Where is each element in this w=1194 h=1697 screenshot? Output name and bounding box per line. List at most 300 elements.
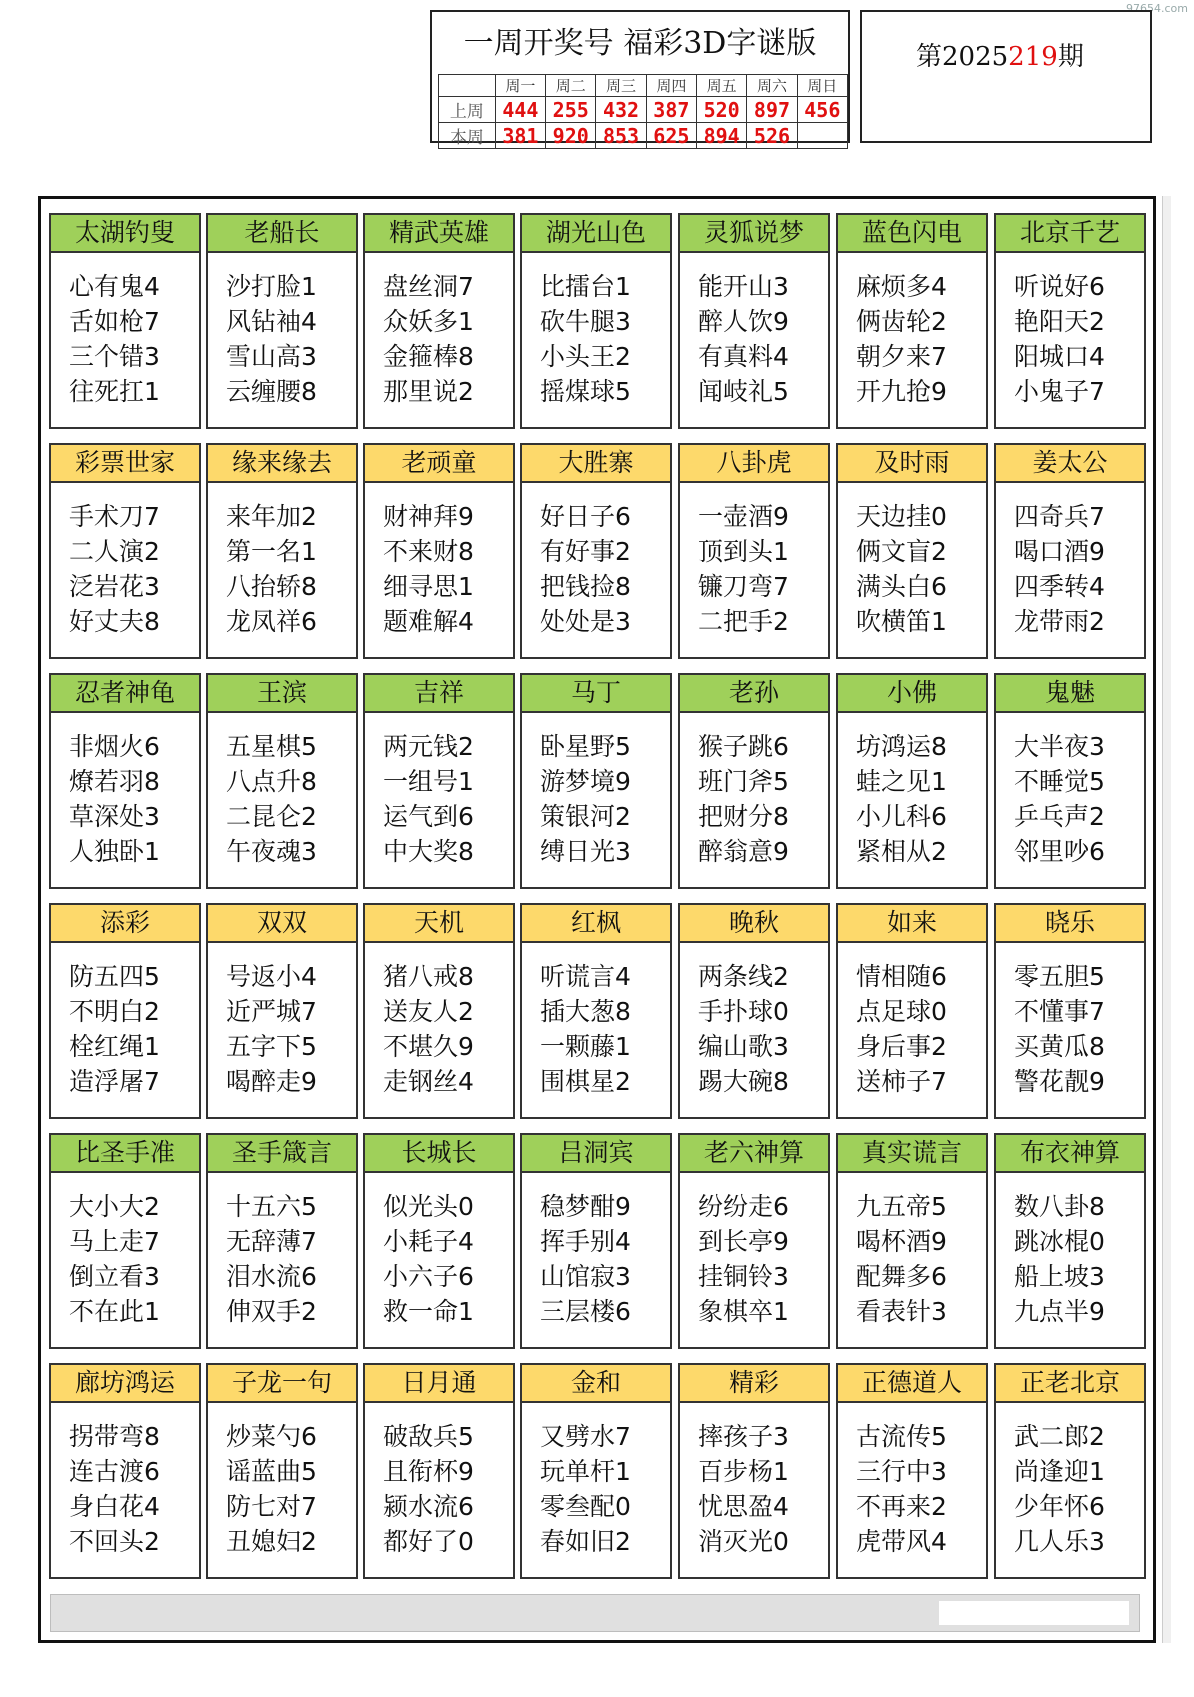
- riddle-line: 顶到头1: [698, 537, 789, 566]
- cell-title: 日月通: [363, 1363, 515, 1403]
- cell-title: 真实谎言: [836, 1133, 988, 1173]
- riddle-line: 吹横笛1: [856, 607, 947, 636]
- riddle-line: 卧星野5: [540, 732, 631, 761]
- cell-body: [678, 1173, 830, 1349]
- cell-body: [994, 483, 1146, 659]
- cell-body: [836, 713, 988, 889]
- riddle-line: 策银河2: [540, 802, 631, 831]
- riddle-cell: [363, 903, 515, 1119]
- riddle-cell: [363, 213, 515, 429]
- cell-title: 子龙一句: [206, 1363, 358, 1403]
- riddle-line: 九五帝5: [856, 1192, 947, 1221]
- draw-number: 625: [646, 123, 696, 149]
- riddle-line: 一颗藤1: [540, 1032, 631, 1061]
- cell-title: 老顽童: [363, 443, 515, 483]
- riddle-cell: [520, 443, 672, 659]
- riddle-cell: [994, 213, 1146, 429]
- cell-title: 及时雨: [836, 443, 988, 483]
- riddle-cell: [678, 903, 830, 1119]
- riddle-line: 五星棋5: [226, 732, 317, 761]
- riddle-line: 两条线2: [698, 962, 789, 991]
- riddle-line: 沙打脸1: [226, 272, 317, 301]
- cell-title: 缘来缘去: [206, 443, 358, 483]
- riddle-line: 三行中3: [856, 1457, 947, 1486]
- riddle-cell: [363, 673, 515, 889]
- cell-title: 吕洞宾: [520, 1133, 672, 1173]
- day-header: 周三: [596, 75, 646, 97]
- riddle-line: 踢大碗8: [698, 1067, 789, 1096]
- riddle-cell: [520, 903, 672, 1119]
- watermark: 97654.com: [1126, 2, 1188, 15]
- riddle-line: 插大葱8: [540, 997, 631, 1026]
- cell-body: [206, 1403, 358, 1579]
- cell-title: 灵狐说梦: [678, 213, 830, 253]
- riddle-line: 走钢丝4: [383, 1067, 474, 1096]
- riddle-line: 八点升8: [226, 767, 317, 796]
- riddle-line: 人独卧1: [69, 837, 160, 866]
- this-week-label: 本周: [439, 123, 496, 149]
- period-label: [916, 36, 1084, 73]
- day-header: 周日: [797, 75, 847, 97]
- cell-title: 精武英雄: [363, 213, 515, 253]
- riddle-line: 纷纷走6: [698, 1192, 789, 1221]
- riddle-line: 零叁配0: [540, 1492, 631, 1521]
- riddle-line: 二人演2: [69, 537, 160, 566]
- day-header: 周五: [697, 75, 747, 97]
- riddle-line: 颍水流6: [383, 1492, 474, 1521]
- riddle-cell: [678, 1363, 830, 1579]
- draw-number: 897: [747, 97, 797, 123]
- riddle-line: 小鬼子7: [1014, 377, 1105, 406]
- cell-title: 湖光山色: [520, 213, 672, 253]
- cell-title: 北京千艺: [994, 213, 1146, 253]
- riddle-line: 往死扛1: [69, 377, 160, 406]
- riddle-line: 小耗子4: [383, 1227, 474, 1256]
- riddle-line: 好日子6: [540, 502, 631, 531]
- riddle-cell: [836, 443, 988, 659]
- riddle-line: 来年加2: [226, 502, 317, 531]
- riddle-cell: [994, 903, 1146, 1119]
- draw-number: 520: [697, 97, 747, 123]
- riddle-cell: [836, 1133, 988, 1349]
- cell-title: 添彩: [49, 903, 201, 943]
- riddle-line: 尚逢迎1: [1014, 1457, 1105, 1486]
- riddle-line: 龙凤祥6: [226, 607, 317, 636]
- riddle-line: 且衔杯9: [383, 1457, 474, 1486]
- cell-title: 蓝色闪电: [836, 213, 988, 253]
- riddle-line: 镰刀弯7: [698, 572, 789, 601]
- riddle-cell: [49, 1363, 201, 1579]
- riddle-line: 众妖多1: [383, 307, 474, 336]
- cell-body: [363, 943, 515, 1119]
- riddle-line: 古流传5: [856, 1422, 947, 1451]
- cell-body: [363, 713, 515, 889]
- riddle-line: 编山歌3: [698, 1032, 789, 1061]
- riddle-cell: [678, 443, 830, 659]
- riddle-line: 猪八戒8: [383, 962, 474, 991]
- riddle-cell: [678, 1133, 830, 1349]
- riddle-line: 似光头0: [383, 1192, 474, 1221]
- riddle-cell: [49, 673, 201, 889]
- cell-title: 精彩: [678, 1363, 830, 1403]
- riddle-line: 能开山3: [698, 272, 789, 301]
- cell-title: 廊坊鸿运: [49, 1363, 201, 1403]
- riddle-line: 炒菜勺6: [226, 1422, 317, 1451]
- riddle-cell: [206, 1133, 358, 1349]
- riddle-line: 都好了0: [383, 1527, 474, 1556]
- riddle-line: 无辞薄7: [226, 1227, 317, 1256]
- riddle-line: 九点半9: [1014, 1297, 1105, 1326]
- riddle-line: 雪山高3: [226, 342, 317, 371]
- riddle-cell: [520, 673, 672, 889]
- riddle-line: 不懂事7: [1014, 997, 1105, 1026]
- riddle-line: 摔孩子3: [698, 1422, 789, 1451]
- riddle-cell: [678, 673, 830, 889]
- riddle-line: 四季转4: [1014, 572, 1105, 601]
- riddle-line: 题难解4: [383, 607, 474, 636]
- riddle-line: 龙带雨2: [1014, 607, 1105, 636]
- day-header: 周一: [495, 75, 545, 97]
- riddle-line: 喝醉走9: [226, 1067, 317, 1096]
- cell-body: [363, 483, 515, 659]
- cell-body: [994, 943, 1146, 1119]
- riddle-line: 细寻思1: [383, 572, 474, 601]
- riddle-line: 情相随6: [856, 962, 947, 991]
- riddle-line: 栓红绳1: [69, 1032, 160, 1061]
- riddle-line: 救一命1: [383, 1297, 474, 1326]
- cell-title: 圣手箴言: [206, 1133, 358, 1173]
- riddle-line: 马上走7: [69, 1227, 160, 1256]
- riddle-line: 开九抢9: [856, 377, 947, 406]
- cell-body: [49, 713, 201, 889]
- riddle-line: 一壶酒9: [698, 502, 789, 531]
- riddle-line: 把财分8: [698, 802, 789, 831]
- cell-body: [836, 1173, 988, 1349]
- riddle-line: 一组号1: [383, 767, 474, 796]
- riddle-line: 麻烦多4: [856, 272, 947, 301]
- riddle-line: 醉翁意9: [698, 837, 789, 866]
- scrollbar-track: [1162, 196, 1171, 1643]
- riddle-cell: [520, 1133, 672, 1349]
- riddle-line: 邻里吵6: [1014, 837, 1105, 866]
- riddle-line: 财神拜9: [383, 502, 474, 531]
- riddle-line: 好丈夫8: [69, 607, 160, 636]
- riddle-line: 艳阳天2: [1014, 307, 1105, 336]
- cell-body: [206, 713, 358, 889]
- riddle-line: 云缠腰8: [226, 377, 317, 406]
- riddle-line: 三层楼6: [540, 1297, 631, 1326]
- cell-body: [520, 943, 672, 1119]
- riddle-line: 朝夕来7: [856, 342, 947, 371]
- riddle-cell: [363, 443, 515, 659]
- cell-body: [49, 1403, 201, 1579]
- riddle-line: 百步杨1: [698, 1457, 789, 1486]
- riddle-line: 零五胆5: [1014, 962, 1105, 991]
- riddle-line: 舌如枪7: [69, 307, 160, 336]
- riddle-line: 倒立看3: [69, 1262, 160, 1291]
- riddle-line: 盘丝洞7: [383, 272, 474, 301]
- riddle-line: 四奇兵7: [1014, 502, 1105, 531]
- riddle-line: 金箍棒8: [383, 342, 474, 371]
- riddle-line: 不在此1: [69, 1297, 160, 1326]
- riddle-line: 挥手别4: [540, 1227, 631, 1256]
- riddle-line: 二把手2: [698, 607, 789, 636]
- riddle-line: 醉人饮9: [698, 307, 789, 336]
- draw-number: 387: [646, 97, 696, 123]
- riddle-line: 手术刀7: [69, 502, 160, 531]
- riddle-cell: [994, 1133, 1146, 1349]
- riddle-line: 有真料4: [698, 342, 789, 371]
- riddle-cell: [520, 213, 672, 429]
- cell-title: 吉祥: [363, 673, 515, 713]
- riddle-cell: [994, 443, 1146, 659]
- riddle-line: 跳冰棍0: [1014, 1227, 1105, 1256]
- riddle-cell: [49, 213, 201, 429]
- riddle-line: 草深处3: [69, 802, 160, 831]
- period-prefix: 第2025: [916, 42, 1009, 72]
- cell-body: [678, 1403, 830, 1579]
- cell-body: [836, 253, 988, 429]
- riddle-line: 送友人2: [383, 997, 474, 1026]
- weekly-draw-header: [430, 10, 850, 148]
- riddle-line: 又劈水7: [540, 1422, 631, 1451]
- riddle-line: 看表针3: [856, 1297, 947, 1326]
- riddle-line: 猴子跳6: [698, 732, 789, 761]
- cell-body: [678, 713, 830, 889]
- riddle-line: 二昆仑2: [226, 802, 317, 831]
- riddle-line: 天边挂0: [856, 502, 947, 531]
- cell-body: [520, 483, 672, 659]
- riddle-cell: [836, 213, 988, 429]
- riddle-line: 送柿子7: [856, 1067, 947, 1096]
- draw-number: 894: [697, 123, 747, 149]
- riddle-cell: [206, 673, 358, 889]
- riddle-cell: [363, 1363, 515, 1579]
- draw-number: 444: [495, 97, 545, 123]
- cell-body: [520, 1173, 672, 1349]
- riddle-line: 不回头2: [69, 1527, 160, 1556]
- riddle-cell: [49, 1133, 201, 1349]
- cell-title: 小佛: [836, 673, 988, 713]
- riddle-line: 阳城口4: [1014, 342, 1105, 371]
- riddle-line: 不堪久9: [383, 1032, 474, 1061]
- riddle-line: 坊鸿运8: [856, 732, 947, 761]
- riddle-line: 警花靓9: [1014, 1067, 1105, 1096]
- riddle-line: 防七对7: [226, 1492, 317, 1521]
- riddle-line: 造浮屠7: [69, 1067, 160, 1096]
- cell-body: [520, 1403, 672, 1579]
- riddle-cell: [206, 1363, 358, 1579]
- riddle-line: 班门斧5: [698, 767, 789, 796]
- cell-body: [678, 483, 830, 659]
- riddle-line: 身后事2: [856, 1032, 947, 1061]
- period-number: 219: [1008, 42, 1058, 72]
- draw-number: 456: [797, 97, 847, 123]
- last-week-row: [439, 97, 848, 123]
- riddle-line: 号返小4: [226, 962, 317, 991]
- cell-title: 比圣手准: [49, 1133, 201, 1173]
- bottom-strip: [50, 1594, 1140, 1632]
- riddle-line: 不再来2: [856, 1492, 947, 1521]
- cell-body: [49, 253, 201, 429]
- bottom-strip-blank: [939, 1601, 1129, 1625]
- cell-title: 彩票世家: [49, 443, 201, 483]
- draw-number: [797, 123, 847, 149]
- cell-body: [49, 943, 201, 1119]
- riddle-line: 配舞多6: [856, 1262, 947, 1291]
- cell-body: [994, 713, 1146, 889]
- riddle-line: 燎若羽8: [69, 767, 160, 796]
- cell-title: 马丁: [520, 673, 672, 713]
- riddle-line: 象棋卒1: [698, 1297, 789, 1326]
- corner-cell: [439, 75, 496, 97]
- riddle-cell: [49, 903, 201, 1119]
- cell-body: [363, 1173, 515, 1349]
- draw-number: 381: [495, 123, 545, 149]
- riddle-line: 大小大2: [69, 1192, 160, 1221]
- riddle-cell: [520, 1363, 672, 1579]
- draw-number: 526: [747, 123, 797, 149]
- riddle-line: 稳梦酣9: [540, 1192, 631, 1221]
- cell-body: [994, 1403, 1146, 1579]
- cell-title: 老孙: [678, 673, 830, 713]
- riddle-cell: [363, 1133, 515, 1349]
- riddle-line: 破敌兵5: [383, 1422, 474, 1451]
- riddle-line: 玩单杆1: [540, 1457, 631, 1486]
- cell-title: 红枫: [520, 903, 672, 943]
- riddle-line: 数八卦8: [1014, 1192, 1105, 1221]
- cell-body: [836, 483, 988, 659]
- riddle-line: 小六子6: [383, 1262, 474, 1291]
- cell-body: [994, 253, 1146, 429]
- cell-body: [363, 253, 515, 429]
- period-suffix: 期: [1057, 42, 1084, 72]
- riddle-line: 三个错3: [69, 342, 160, 371]
- riddle-line: 船上坡3: [1014, 1262, 1105, 1291]
- riddle-line: 午夜魂3: [226, 837, 317, 866]
- riddle-line: 听谎言4: [540, 962, 631, 991]
- draw-number: 853: [596, 123, 646, 149]
- riddle-line: 紧相从2: [856, 837, 947, 866]
- cell-title: 大胜寨: [520, 443, 672, 483]
- riddle-line: 运气到6: [383, 802, 474, 831]
- riddle-line: 手扑球0: [698, 997, 789, 1026]
- cell-title: 正老北京: [994, 1363, 1146, 1403]
- cell-title: 金和: [520, 1363, 672, 1403]
- riddle-cell: [206, 443, 358, 659]
- days-row: [439, 75, 848, 97]
- riddle-line: 两元钱2: [383, 732, 474, 761]
- riddle-line: 俩文盲2: [856, 537, 947, 566]
- riddle-cell: [836, 1363, 988, 1579]
- riddle-line: 到长亭9: [698, 1227, 789, 1256]
- riddle-line: 俩齿轮2: [856, 307, 947, 336]
- riddle-cell: [49, 443, 201, 659]
- cell-title: 太湖钓叟: [49, 213, 201, 253]
- cell-body: [206, 943, 358, 1119]
- riddle-line: 防五四5: [69, 962, 160, 991]
- riddle-line: 喝杯酒9: [856, 1227, 947, 1256]
- riddle-line: 少年怀6: [1014, 1492, 1105, 1521]
- riddle-cell: [678, 213, 830, 429]
- riddle-line: 虎带风4: [856, 1527, 947, 1556]
- riddle-line: 风钻袖4: [226, 307, 317, 336]
- cell-title: 鬼魅: [994, 673, 1146, 713]
- cell-title: 正德道人: [836, 1363, 988, 1403]
- cell-title: 老六神算: [678, 1133, 830, 1173]
- riddle-cell: [206, 903, 358, 1119]
- riddle-line: 砍牛腿3: [540, 307, 631, 336]
- riddle-cell: [836, 903, 988, 1119]
- riddle-line: 春如旧2: [540, 1527, 631, 1556]
- cell-body: [994, 1173, 1146, 1349]
- day-header: 周四: [646, 75, 696, 97]
- riddle-line: 泛岩花3: [69, 572, 160, 601]
- riddle-line: 不睡觉5: [1014, 767, 1105, 796]
- riddle-line: 忧思盈4: [698, 1492, 789, 1521]
- cell-body: [49, 483, 201, 659]
- riddle-line: 连古渡6: [69, 1457, 160, 1486]
- cell-body: [49, 1173, 201, 1349]
- riddle-line: 满头白6: [856, 572, 947, 601]
- cell-title: 王滨: [206, 673, 358, 713]
- riddle-line: 非烟火6: [69, 732, 160, 761]
- riddle-line: 听说好6: [1014, 272, 1105, 301]
- riddle-line: 谣蓝曲5: [226, 1457, 317, 1486]
- cell-body: [678, 943, 830, 1119]
- riddle-line: 游梦境9: [540, 767, 631, 796]
- page-title: 一周开奖号 福彩3D字谜版: [463, 26, 817, 61]
- day-header: 周六: [747, 75, 797, 97]
- riddle-line: 喝口酒9: [1014, 537, 1105, 566]
- cell-title: 布衣神算: [994, 1133, 1146, 1173]
- cell-title: 晓乐: [994, 903, 1146, 943]
- riddle-line: 山馆寂3: [540, 1262, 631, 1291]
- riddle-line: 闻岐礼5: [698, 377, 789, 406]
- riddle-line: 心有鬼4: [69, 272, 160, 301]
- cell-body: [520, 713, 672, 889]
- period-box: [860, 10, 1152, 143]
- riddle-line: 小儿科6: [856, 802, 947, 831]
- riddle-line: 缚日光3: [540, 837, 631, 866]
- cell-body: [206, 253, 358, 429]
- cell-body: [836, 1403, 988, 1579]
- draw-number: 255: [546, 97, 596, 123]
- riddle-line: 不来财8: [383, 537, 474, 566]
- cell-body: [520, 253, 672, 429]
- riddle-line: 买黄瓜8: [1014, 1032, 1105, 1061]
- riddle-line: 把钱捡8: [540, 572, 631, 601]
- riddle-cell: [994, 1363, 1146, 1579]
- riddle-line: 比擂台1: [540, 272, 631, 301]
- riddle-line: 有好事2: [540, 537, 631, 566]
- riddle-line: 消灭光0: [698, 1527, 789, 1556]
- riddle-line: 身白花4: [69, 1492, 160, 1521]
- draw-number: 432: [596, 97, 646, 123]
- weekly-draw-table: [438, 74, 848, 149]
- this-week-row: [439, 123, 848, 149]
- riddle-line: 伸双手2: [226, 1297, 317, 1326]
- riddle-line: 小头王2: [540, 342, 631, 371]
- cell-title: 姜太公: [994, 443, 1146, 483]
- cell-title: 晚秋: [678, 903, 830, 943]
- cell-title: 如来: [836, 903, 988, 943]
- last-week-label: 上周: [439, 97, 496, 123]
- draw-number: 920: [546, 123, 596, 149]
- riddle-line: 五字下5: [226, 1032, 317, 1061]
- riddle-line: 挂铜铃3: [698, 1262, 789, 1291]
- riddle-line: 处处是3: [540, 607, 631, 636]
